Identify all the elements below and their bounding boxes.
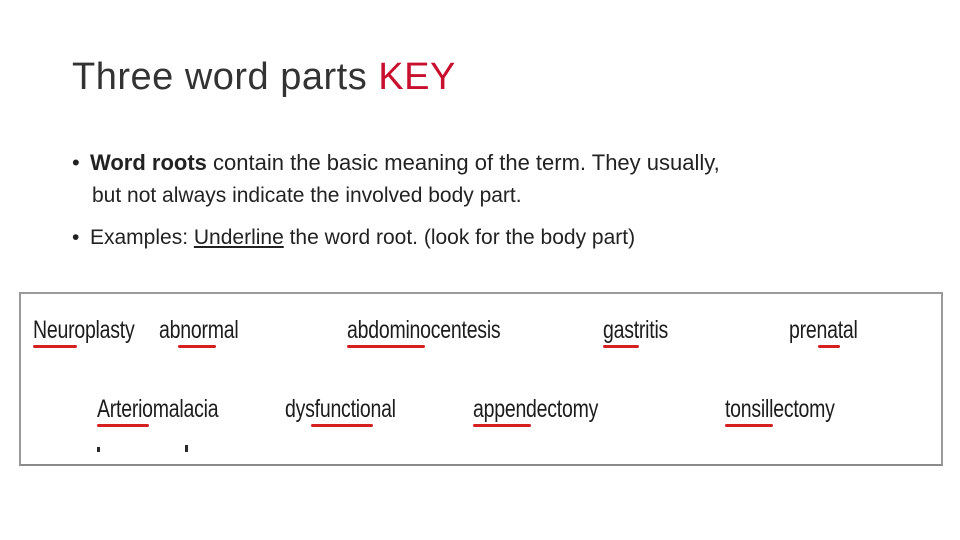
- bullet-dot: •: [72, 150, 80, 175]
- cropped-text-fragment: [97, 447, 100, 452]
- bullet-word-roots: [72, 150, 720, 176]
- example-word-arteriomalacia: Arteriomalacia: [97, 395, 219, 423]
- examples-image: [19, 292, 943, 466]
- examples-underline-word: Underline: [193, 226, 284, 249]
- bullet-term: Word roots: [90, 150, 207, 175]
- example-word-appendectomy: appendectomy: [473, 395, 599, 423]
- slide-title: [72, 56, 456, 99]
- example-word-gastritis: gastritis: [603, 316, 669, 344]
- bullet-continuation: but not always indicate the involved body part.: [92, 184, 522, 207]
- example-word-dysfunctional: dysfunctional: [285, 395, 396, 423]
- title-accent: KEY: [378, 56, 456, 98]
- root-underline-prenatal: [818, 345, 840, 348]
- bullet-text: contain the basic meaning of the term. They usually,: [213, 150, 720, 175]
- example-word-tonsillectomy: tonsillectomy: [725, 395, 835, 423]
- root-underline-gastritis: [603, 345, 639, 348]
- root-underline-appendectomy: [473, 424, 531, 427]
- example-word-abnormal: abnormal: [159, 316, 239, 344]
- root-underline-abnormal: [178, 345, 216, 348]
- cropped-text-fragment: [185, 445, 188, 452]
- root-underline-tonsillectomy: [725, 424, 773, 427]
- root-underline-dysfunctional: [311, 424, 373, 427]
- title-main: Three word parts: [72, 56, 368, 98]
- examples-prefix: Examples:: [90, 226, 194, 249]
- examples-suffix: the word root. (look for the body part): [283, 226, 636, 249]
- example-word-abdominocentesis: abdominocentesis: [347, 316, 501, 344]
- root-underline-abdominocentesis: [347, 345, 425, 348]
- root-underline-arteriomalacia: [97, 424, 149, 427]
- bullet-examples: [72, 226, 635, 250]
- root-underline-neuroplasty: [33, 345, 77, 348]
- bullet-dot: •: [72, 226, 80, 249]
- example-word-prenatal: prenatal: [789, 316, 858, 344]
- example-word-neuroplasty: Neuroplasty: [33, 316, 135, 344]
